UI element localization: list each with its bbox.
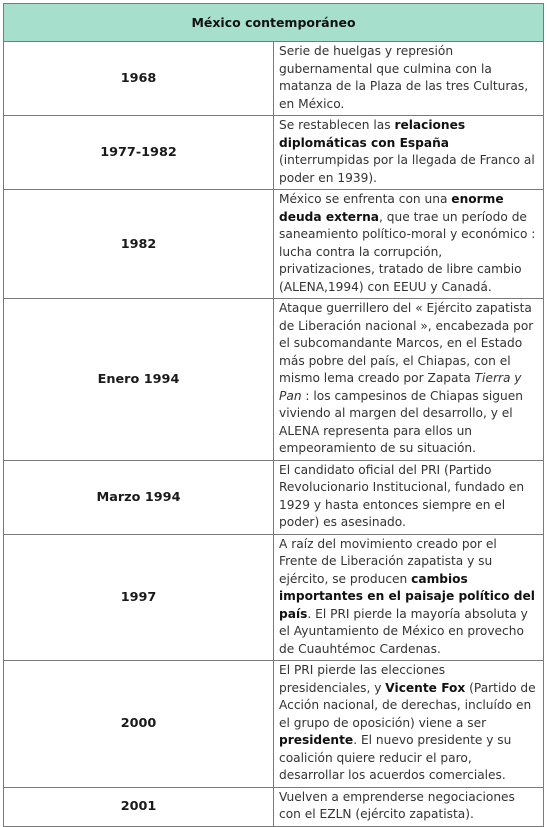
bold-text: enorme deuda externa: [279, 192, 504, 224]
table-body: [4, 42, 544, 827]
table-row: [4, 787, 544, 826]
description-text: El PRI pierde las elecciones presidenciales, y: [279, 663, 446, 695]
row-description: [274, 42, 544, 116]
table-row: [4, 661, 544, 788]
row-year: 2000: [4, 661, 274, 788]
row-year: Enero 1994: [4, 299, 274, 461]
row-description: [274, 661, 544, 788]
row-description: [274, 787, 544, 826]
row-year: 1982: [4, 190, 274, 299]
table-row: [4, 190, 544, 299]
description-text: (interrumpidas por la llegada de Franco al poder en 1939).: [279, 153, 535, 185]
table-title: México contemporáneo: [4, 4, 544, 42]
header-row: [4, 4, 544, 42]
description-text: Ataque guerrillero del « Ejército zapatista de Liberación nacional », encabezada por el subcomandante Marcos, en el Estado más pobre del país, el Chiapas, con el mismo lema creado por Zapata: [279, 301, 534, 385]
row-description: [274, 299, 544, 461]
row-year: 1997: [4, 534, 274, 661]
row-year: 2001: [4, 787, 274, 826]
table-row: [4, 534, 544, 661]
table-row: [4, 460, 544, 534]
row-description: [274, 190, 544, 299]
table-row: [4, 42, 544, 116]
italic-text: Tierra y Pan: [279, 371, 522, 403]
table-row: [4, 116, 544, 190]
description-text: A raíz del movimiento creado por el Frente de Liberación zapatista y su ejército, se producen: [279, 536, 497, 586]
description-text: Serie de huelgas y represión gubernamental que culmina con la matanza de la Plaza de las tres Culturas, en México.: [279, 44, 529, 111]
row-description: [274, 460, 544, 534]
description-text: El candidato oficial del PRI (Partido Revolucionario Institucional, fundado en 1929 y hasta entonces siempre en el poder) es asesinado.: [279, 462, 525, 529]
description-text: (Partido de Acción nacional, de derechas, incluído en el grupo de oposición) viene a ser: [279, 680, 536, 730]
bold-text: cambios importantes en el paisaje político del país: [279, 571, 535, 621]
description-text: , que trae un período de saneamiento político-moral y económico : lucha contra la corrupción, privatizaciones, tratado de libre cambio (ALENA,1994) con EEUU y Canadá.: [279, 209, 536, 294]
row-year: 1968: [4, 42, 274, 116]
description-text: Se restablecen las: [279, 118, 395, 132]
row-description: [274, 534, 544, 661]
timeline-table: [3, 3, 544, 827]
row-year: Marzo 1994: [4, 460, 274, 534]
description-text: : los campesinos de Chiapas siguen viviendo al margen del desarrollo, y el ALENA representa para ellos un empeoramiento de su situación.: [279, 388, 523, 455]
description-text: Vuelven a emprenderse negociaciones con el EZLN (ejército zapatista).: [279, 789, 515, 821]
description-text: México se enfrenta con una: [279, 192, 452, 206]
bold-text: relaciones diplomáticas con España: [279, 118, 466, 150]
table-row: [4, 299, 544, 461]
row-year: 1977-1982: [4, 116, 274, 190]
bold-text: presidente: [279, 733, 354, 747]
description-text: . El PRI pierde la mayoría absoluta y el Ayuntamiento de México en provecho de Cuauhtémoc Cardenas.: [279, 606, 528, 656]
row-description: [274, 116, 544, 190]
bold-text: Vicente Fox: [385, 680, 466, 695]
description-text: . El nuevo presidente y su coalición quiere reducir el paro, desarrollar los acuerdos comerciales.: [279, 733, 512, 782]
